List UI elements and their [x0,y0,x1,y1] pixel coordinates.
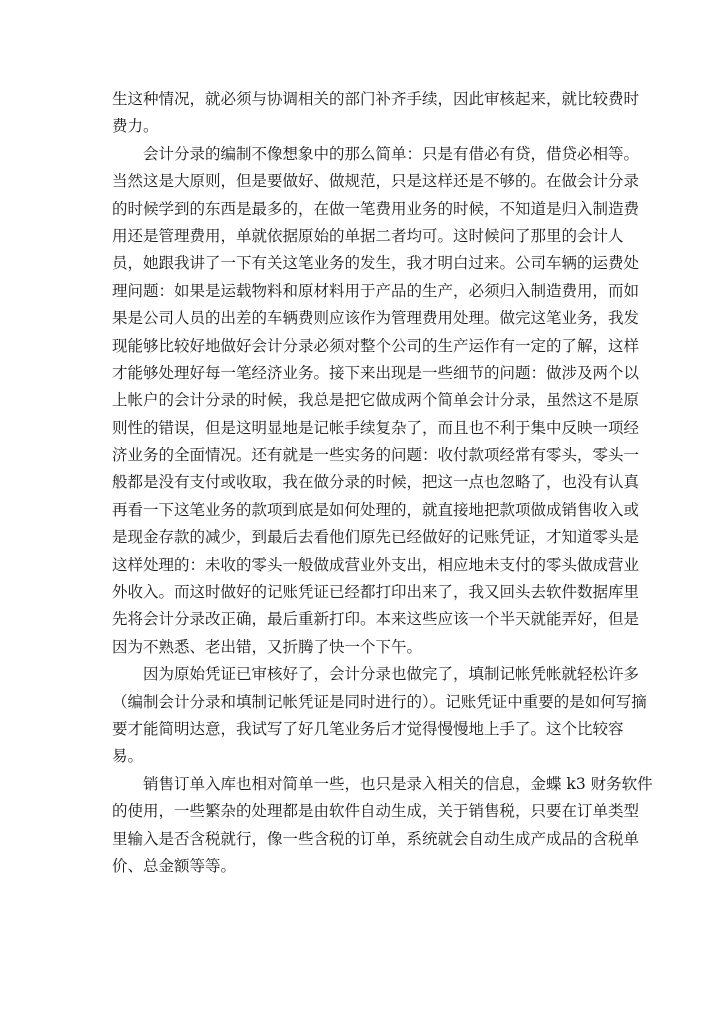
paragraph-2 [112,141,640,661]
text-line: 要才能简明达意，我试写了好几笔业务后才觉得慢慢地上手了。这个比较容 [112,719,624,738]
text-line: 里输入是否含税就行，像一些含税的订单，系统就会自动生成产成品的含税单 [112,829,640,848]
text-line: 现能够比较好地做好会计分录必须对整个公司的生产运作有一定的了解，这样 [112,336,640,355]
text-line: 易。 [112,747,144,766]
document-page [112,86,653,880]
text-line: 费力。 [112,117,159,136]
text-line: 果是公司人员的出差的车辆费则应该作为管理费用处理。做完这笔业务，我发 [112,309,640,328]
text-line: （编制会计分录和填制记帐凭证是同时进行的）。记账凭证中重要的是如何写摘 [112,692,647,711]
text-line: 价、总金额等等。 [112,856,237,875]
text-line: 济业务的全面情况。还有就是一些实务的问题：收付款项经常有零头，零头一 [112,446,640,465]
text-line: 生这种情况，就必须与协调相关的部门补齐手续，因此审核起来，就比较费时 [112,90,640,108]
text-line: 的使用，一些繁杂的处理都是由软件自动生成，关于销售税，只要在订单类型 [112,802,640,821]
text-line: 用还是管理费用，单就依据原始的单据二者均可。这时候问了那里的会计人 [112,226,624,245]
text-line: 会计分录的编制不像想象中的那么简单：只是有借必有贷，借贷必相等。 [143,144,640,163]
text-line: 外收入。而这时做好的记账凭证已经都打印出来了，我又回头去软件数据库里 [112,583,640,602]
text-line: 般都是没有支付或收取，我在做分录的时候，把这一点也忽略了，也没有认真 [112,473,640,492]
paragraph-3 [112,661,647,771]
text-line: 再看一下这笔业务的款项到底是如何处理的，就直接地把款项做成销售收入或 [112,500,640,519]
text-line: 因为不熟悉、老出错，又折腾了快一个下午。 [112,637,423,656]
text-line: 这样处理的：未收的零头一般做成营业外支出，相应地未支付的零头做成营业 [112,555,640,574]
paragraph-1 [112,86,640,141]
text-line: 上帐户的会计分录的时候，我总是把它做成两个简单会计分录，虽然这不是原 [112,391,640,410]
paragraph-4 [112,771,653,881]
text-line: 销售订单入库也相对简单一些，也只是录入相关的信息，金蝶 k3 财务软件 [143,774,653,793]
text-line: 当然这是大原则，但是要做好、做规范，只是这样还是不够的。在做会计分录 [112,172,640,191]
text-line: 的时候学到的东西是最多的，在做一笔费用业务的时候，不知道是归入制造费 [112,199,640,218]
text-line: 先将会计分录改正确，最后重新打印。本来这些应该一个半天就能弄好，但是 [112,610,640,629]
text-line: 则性的错误，但是这明显地是记帐手续复杂了，而且也不利于集中反映一项经 [112,418,640,437]
text-line: 因为原始凭证已审核好了，会计分录也做完了，填制记帐凭帐就轻松许多 [143,665,640,684]
text-line: 员，她跟我讲了一下有关这笔业务的发生，我才明白过来。公司车辆的运费处 [112,254,640,273]
text-line: 是现金存款的减少，到最后去看他们原先已经做好的记账凭证，才知道零头是 [112,528,640,547]
text-line: 才能够处理好每一笔经济业务。接下来出现是一些细节的问题：做涉及两个以 [112,363,640,382]
text-line: 理问题：如果是运载物料和原材料用于产品的生产，必须归入制造费用，而如 [112,281,640,300]
